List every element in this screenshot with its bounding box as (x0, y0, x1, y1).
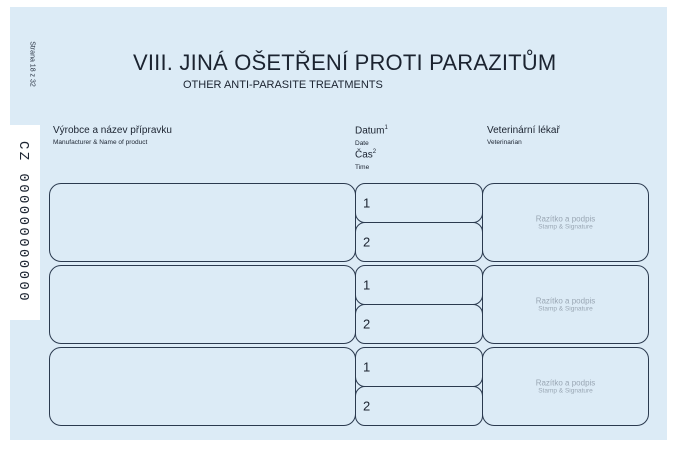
page-title: VIII. JINÁ OŠETŘENÍ PROTI PARAZITŮM (133, 50, 557, 75)
date-time-slot-3-2[interactable]: 2 (355, 386, 483, 426)
date-time-slot-1-1[interactable]: 1 (355, 183, 483, 223)
date-header-sub: Date (355, 140, 369, 147)
date-time-slot-2-1[interactable]: 1 (355, 265, 483, 305)
product-field-1[interactable] (49, 183, 356, 262)
vet-stamp-field-2[interactable]: Razítko a podpis Stamp & Signature (482, 265, 649, 344)
product-header: Výrobce a název přípravku (53, 125, 172, 136)
date-header: Datum$^1$ (355, 125, 388, 137)
product-header-sub: Manufacturer & Name of product (53, 139, 148, 146)
passport-number: CZ 000000000000 (15, 140, 31, 304)
time-header: Čas$^2$ (355, 149, 377, 161)
vet-stamp-field-1[interactable]: Razítko a podpis Stamp & Signature (482, 183, 649, 262)
product-field-3[interactable] (49, 347, 356, 426)
page-number: Strana 18 z 32 (28, 41, 36, 87)
passport-number-strip (0, 125, 40, 320)
date-time-slot-3-1[interactable]: 1 (355, 347, 483, 387)
date-time-slot-1-2[interactable]: 2 (355, 222, 483, 262)
vet-stamp-field-3[interactable]: Razítko a podpis Stamp & Signature (482, 347, 649, 426)
vet-header: Veterinární lékař (487, 125, 560, 136)
time-header-sub: Time (355, 164, 370, 171)
product-field-2[interactable] (49, 265, 356, 344)
vet-header-sub: Veterinarian (487, 139, 522, 146)
page-subtitle: OTHER ANTI-PARASITE TREATMENTS (183, 79, 383, 91)
date-time-slot-2-2[interactable]: 2 (355, 304, 483, 344)
